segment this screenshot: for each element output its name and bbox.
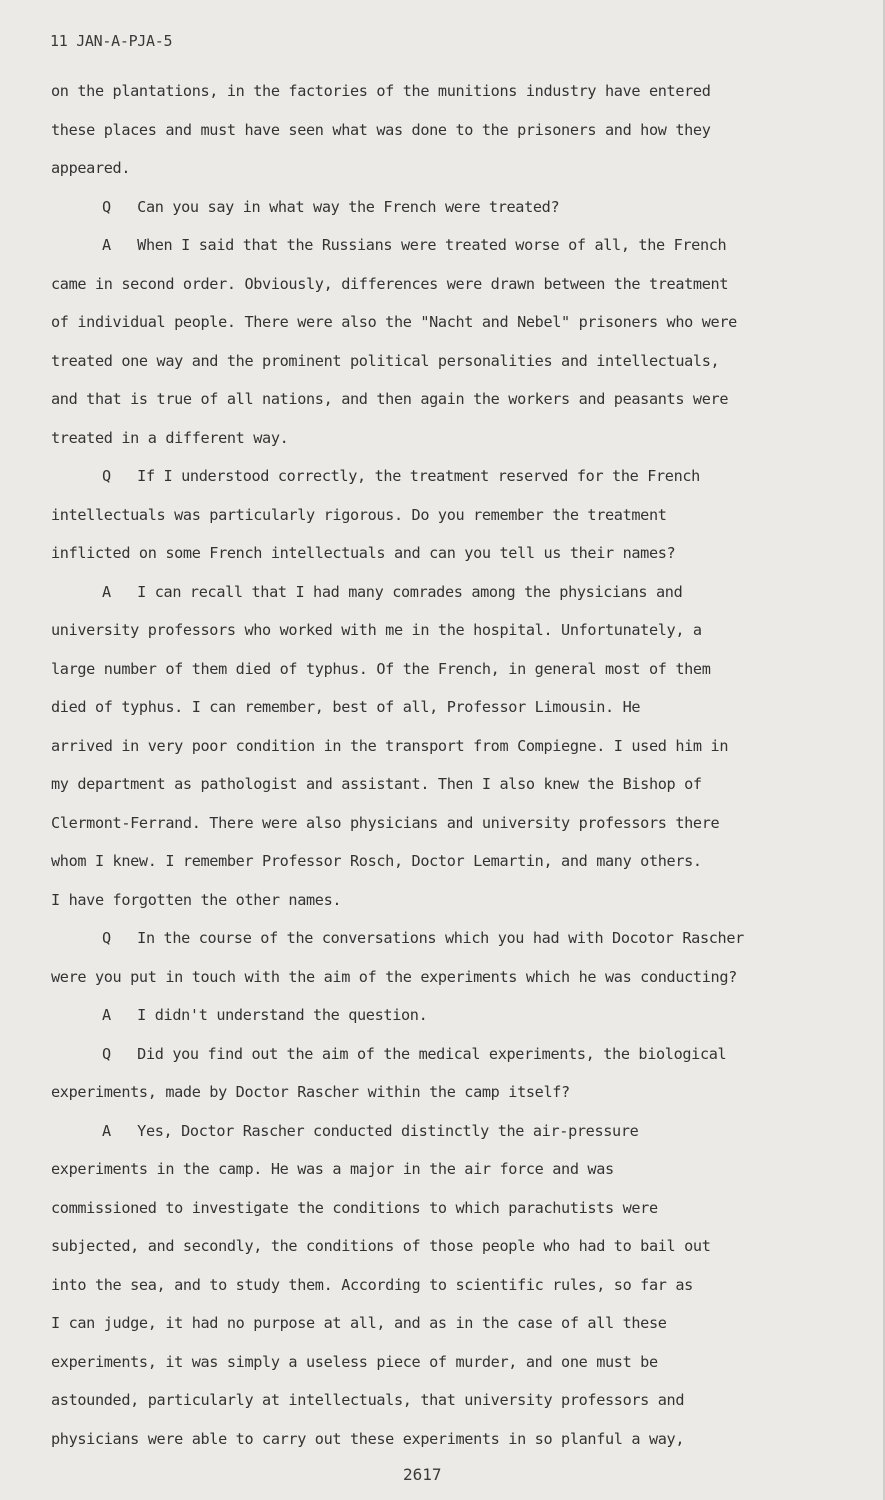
text-line: into the sea, and to study them. According to scientific rules, so far as: [51, 1275, 693, 1294]
page-number: 2617: [403, 1465, 442, 1484]
text-line: experiments in the camp. He was a major in the air force and was: [51, 1160, 614, 1178]
text-line: treated in a different way.: [51, 428, 289, 447]
text-line: intellectuals was particularly rigorous. Do you remember the treatment: [51, 505, 667, 524]
text-line: on the plantations, in the factories of the munitions industry have entered: [51, 82, 711, 100]
text-line: subjected, and secondly, the conditions of those people who had to bail out: [51, 1237, 711, 1255]
text-line: large number of them died of typhus. Of the French, in general most of them: [51, 659, 711, 678]
text-line: and that is true of all nations, and then again the workers and peasants were: [51, 390, 729, 408]
text-line: experiments, it was simply a useless piece of murder, and one must be: [51, 1352, 658, 1371]
text-line: Q If I understood correctly, the treatment reserved for the French: [102, 467, 700, 485]
text-line: died of typhus. I can remember, best of all, Professor Limousin. He: [51, 698, 641, 716]
text-line: Q Did you find out the aim of the medical experiments, the biological: [102, 1044, 727, 1063]
text-line: treated one way and the prominent political personalities and intellectuals,: [51, 351, 720, 370]
text-line: of individual people. There were also the "Nacht and Nebel" prisoners who were: [51, 313, 737, 331]
text-line: arrived in very poor condition in the transport from Compiegne. I used him in: [51, 736, 729, 755]
text-line: inflicted on some French intellectuals and can you tell us their names?: [51, 544, 676, 562]
text-line: I have forgotten the other names.: [51, 890, 342, 909]
text-line: commissioned to investigate the conditions to which parachutists were: [51, 1198, 658, 1217]
text-line: astounded, particularly at intellectuals, that university professors and: [51, 1391, 685, 1409]
text-line: Q Can you say in what way the French were treated?: [102, 197, 560, 216]
text-line: physicians were able to carry out these experiments in so planful a way,: [51, 1429, 685, 1448]
text-line: A I can recall that I had many comrades among the physicians and: [102, 582, 683, 601]
text-line: my department as pathologist and assistant. Then I also knew the Bishop of: [51, 775, 702, 793]
text-line: I can judge, it had no purpose at all, and as in the case of all these: [51, 1314, 667, 1332]
text-line: university professors who worked with me in the hospital. Unfortunately, a: [51, 621, 702, 639]
page-header: 11 JAN-A-PJA-5: [50, 32, 173, 50]
text-line: A I didn't understand the question.: [102, 1006, 428, 1024]
text-line: were you put in touch with the aim of the experiments which he was conducting?: [51, 967, 737, 986]
text-line: these places and must have seen what was done to the prisoners and how they: [51, 120, 711, 139]
text-line: appeared.: [51, 159, 131, 177]
text-line: Q In the course of the conversations which you had with Docotor Rascher: [102, 929, 744, 947]
text-line: Clermont-Ferrand. There were also physicians and university professors there: [51, 813, 720, 832]
text-line: experiments, made by Doctor Rascher within the camp itself?: [51, 1083, 570, 1101]
text-line: came in second order. Obviously, differences were drawn between the treatment: [51, 274, 729, 293]
text-line: A When I said that the Russians were treated worse of all, the French: [102, 236, 727, 254]
text-line: whom I knew. I remember Professor Rosch, Doctor Lemartin, and many others.: [51, 852, 702, 870]
text-line: A Yes, Doctor Rascher conducted distinctly the air-pressure: [102, 1121, 639, 1140]
